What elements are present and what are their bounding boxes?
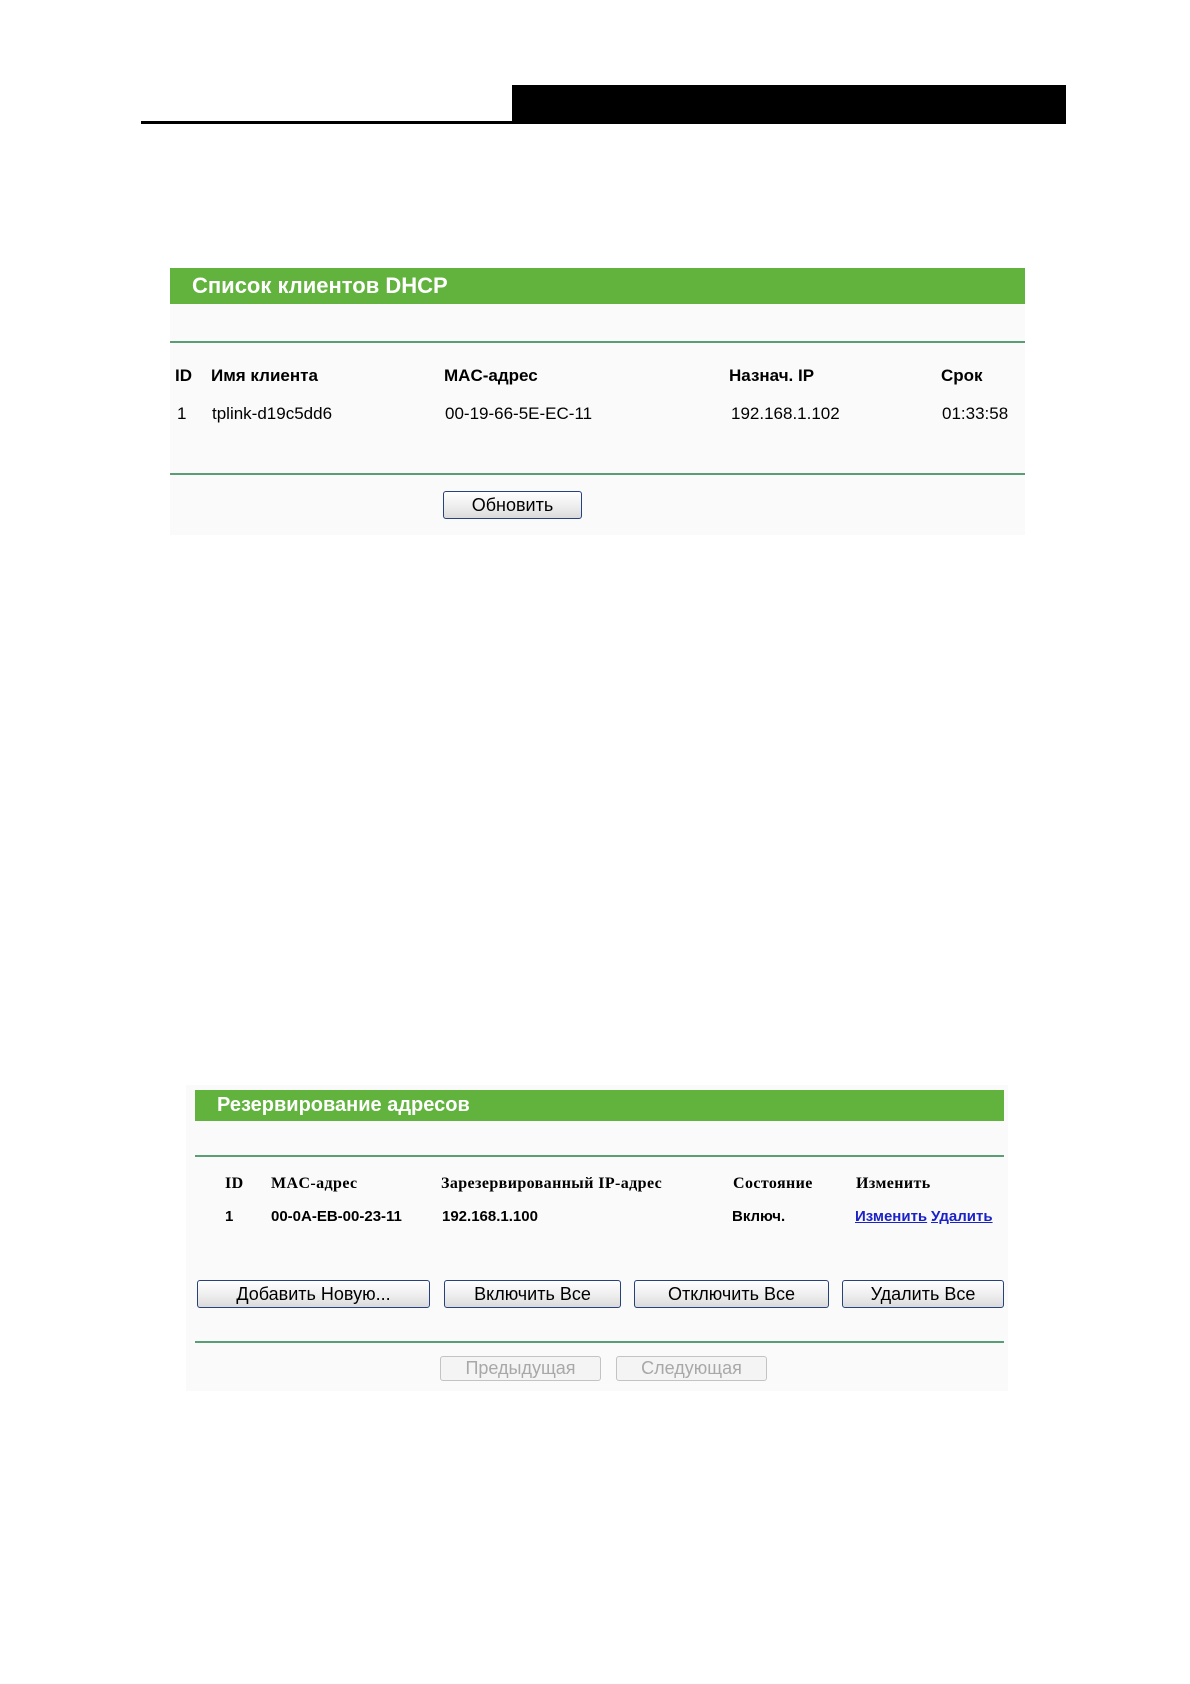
- next-page-button[interactable]: Следующая: [616, 1356, 767, 1381]
- row-reserved-ip: 192.168.1.100: [442, 1208, 538, 1225]
- delete-all-button[interactable]: Удалить Все: [842, 1280, 1004, 1308]
- refresh-button[interactable]: Обновить: [443, 491, 582, 519]
- divider: [170, 341, 1025, 343]
- row-ip: 192.168.1.102: [731, 404, 840, 423]
- col-ip-header: Назнач. IP: [729, 366, 815, 385]
- col-lease-header: Срок: [941, 366, 983, 385]
- row-lease: 01:33:58: [942, 404, 1009, 423]
- divider: [195, 1155, 1004, 1157]
- col-status-header: Состояние: [733, 1175, 813, 1192]
- row-mac: 00-0A-EB-00-23-11: [271, 1208, 402, 1225]
- row-status: Включ.: [732, 1208, 786, 1225]
- previous-page-button[interactable]: Предыдущая: [440, 1356, 601, 1381]
- enable-all-button[interactable]: Включить Все: [444, 1280, 621, 1308]
- col-client-name-header: Имя клиента: [211, 366, 318, 385]
- address-reservation-panel: [186, 1085, 1008, 1391]
- divider: [170, 473, 1025, 475]
- row-id: 1: [225, 1208, 234, 1225]
- delete-link[interactable]: Удалить: [931, 1208, 993, 1225]
- document-header-rule: [141, 121, 1066, 124]
- col-id-header: ID: [175, 366, 192, 385]
- col-modify-header: Изменить: [856, 1175, 931, 1192]
- row-id: 1: [177, 404, 187, 423]
- edit-link[interactable]: Изменить: [855, 1208, 928, 1225]
- row-client-name: tplink-d19c5dd6: [212, 404, 333, 423]
- disable-all-button[interactable]: Отключить Все: [634, 1280, 829, 1308]
- divider: [195, 1341, 1004, 1343]
- panel-title: Резервирование адресов: [195, 1090, 1004, 1121]
- document-header-bar: [512, 85, 1066, 124]
- col-mac-header: MAC-адрес: [444, 366, 538, 385]
- dhcp-client-list-panel: [170, 268, 1025, 535]
- panel-title: Список клиентов DHCP: [170, 268, 1025, 304]
- add-new-button[interactable]: Добавить Новую...: [197, 1280, 430, 1308]
- col-id-header: ID: [225, 1175, 244, 1192]
- row-mac: 00-19-66-5E-EC-11: [445, 404, 593, 423]
- col-mac-header: MAC-адрес: [271, 1175, 358, 1192]
- col-reserved-ip-header: Зарезервированный IP-адрес: [441, 1175, 663, 1192]
